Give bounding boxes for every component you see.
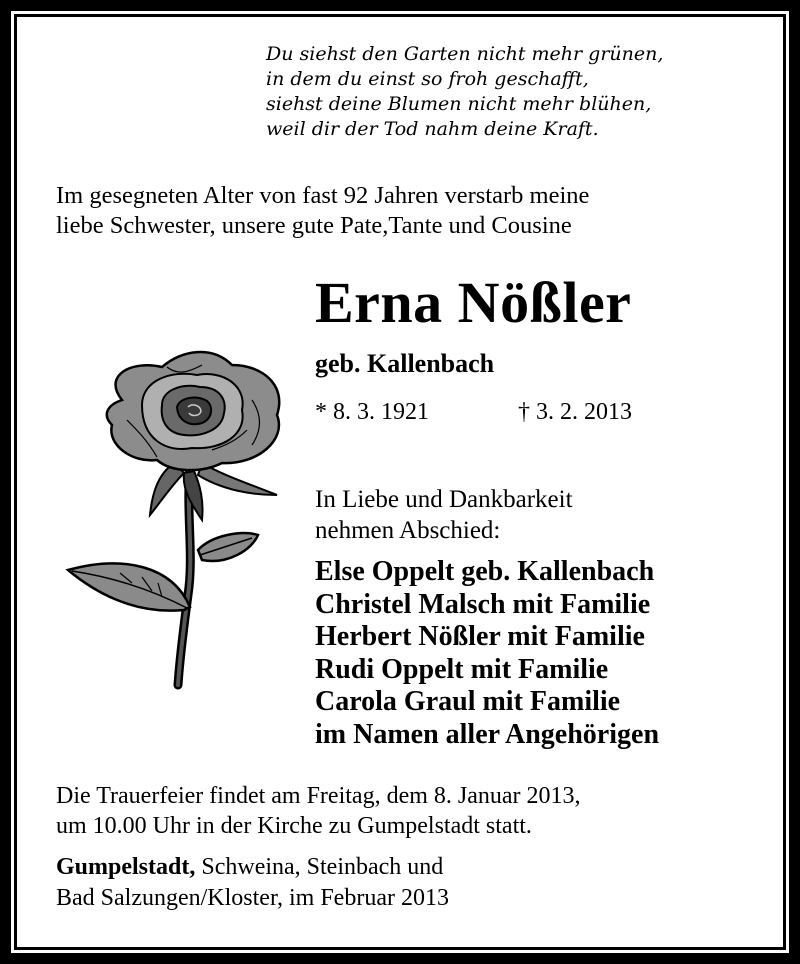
mourner: Carola Graul mit Familie — [315, 686, 621, 717]
intro-line: liebe Schwester, unsere gute Pate,Tante und Cousine — [56, 212, 572, 239]
service-info — [56, 781, 756, 841]
poem-line: in dem du einst so froh geschafft, — [266, 68, 589, 90]
mourner: Herbert Nößler mit Familie — [315, 621, 645, 652]
deceased-name: Erna Nößler — [315, 270, 632, 335]
place-line-1 — [56, 852, 756, 883]
place-others: Schweina, Steinbach und — [195, 854, 444, 880]
place-town: Gumpelstadt, — [56, 854, 196, 880]
farewell-line: In Liebe und Dankbarkeit — [315, 486, 573, 513]
farewell-text — [315, 484, 573, 546]
birth-date: * 8. 3. 1921 — [315, 399, 429, 425]
mourners-list — [315, 556, 659, 751]
death-date: † 3. 2. 2013 — [518, 399, 632, 425]
intro-text — [56, 181, 756, 241]
service-line: Die Trauerfeier findet am Freitag, dem 8. Januar 2013, — [56, 783, 581, 809]
mourner: Rudi Oppelt mit Familie — [315, 653, 609, 685]
poem-line: siehst deine Blumen nicht mehr blühen, — [266, 93, 652, 115]
poem — [266, 42, 766, 142]
farewell-line: nehmen Abschied: — [315, 517, 501, 544]
poem-line: weil dir der Tod nahm deine Kraft. — [266, 118, 599, 140]
place-and-date — [56, 852, 756, 914]
rose-icon — [62, 345, 292, 690]
mourner: Else Oppelt geb. Kallenbach — [315, 556, 655, 587]
service-line: um 10.00 Uhr in der Kirche zu Gumpelstadt statt. — [56, 813, 532, 839]
maiden-name: geb. Kallenbach — [315, 349, 495, 378]
intro-line: Im gesegneten Alter von fast 92 Jahren verstarb meine — [56, 182, 590, 209]
mourner: im Namen aller Angehörigen — [315, 718, 660, 750]
place-line-2: Bad Salzungen/Kloster, im Februar 2013 — [56, 885, 449, 911]
poem-line: Du siehst den Garten nicht mehr grünen, — [266, 43, 664, 65]
mourner: Christel Malsch mit Familie — [315, 588, 651, 620]
